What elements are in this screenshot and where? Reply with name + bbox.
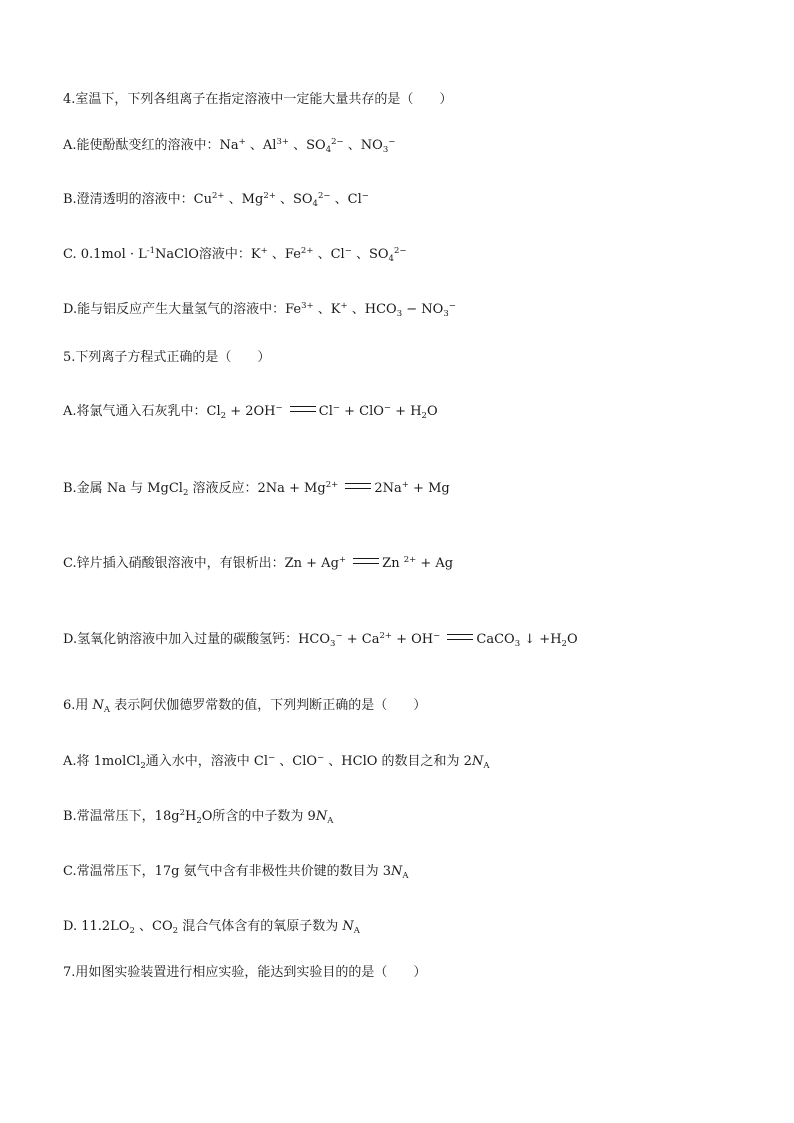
q4-stem: 4.室温下，下列各组离子在指定溶液中一定能大量共存的是（ ） bbox=[63, 92, 453, 107]
q5-option-b: B.金属 Na 与 MgCl$_2$ 溶液反应：$2Na + Mg^{2+}$ 2Na+ + Mg bbox=[63, 480, 450, 498]
q4-option-c: C. $0.1mol \cdot L^{-1}NaClO$溶液中：K+ 、$Fe^{2+}$ 、Cl− 、$SO_4^{2-}$ bbox=[63, 246, 407, 264]
q4-option-a: A.能使酚酞变红的溶液中：Na+ 、$Al^{3+}$ 、$SO_4^{2-}$ 、$NO_3^-$ bbox=[63, 137, 396, 155]
q6-option-c: C.常温常压下，17g 氨气中含有非极性共价键的数目为 $3N_A$ bbox=[63, 864, 409, 881]
equals-sign bbox=[345, 483, 371, 489]
q5-option-d: D.氢氧化钠溶液中加入过量的碳酸氢钙：$HCO_3^- + Ca^{2+} + OH^-$ CaCO$_3$ ↓ $+H_2O$ bbox=[63, 631, 578, 649]
equals-sign bbox=[353, 558, 379, 564]
q6-option-a: A.将 1molCl$_2$通入水中，溶液中 Cl− 、ClO− 、HClO 的数目之和为 $2N_A$ bbox=[63, 753, 490, 771]
q5-option-c: C.锌片插入硝酸银溶液中，有银析出：Zn + Ag+ Zn $^{2+}$ + Ag bbox=[63, 555, 454, 571]
q6-option-d: D. $11.2LO_2$ 、$CO_2$ 混合气体含有的氧原子数为 $N_A$ bbox=[63, 919, 360, 936]
equals-sign bbox=[290, 406, 316, 412]
q6-stem: 6.用 $N_A$ 表示阿伏伽德罗常数的值，下列判断正确的是（ ） bbox=[63, 698, 427, 715]
q6-option-b: B.常温常压下，$18g^2H_2O$所含的中子数为 $9N_A$ bbox=[63, 808, 334, 826]
q5-stem: 5.下列离子方程式正确的是（ ） bbox=[63, 350, 271, 365]
q4-option-d: D.能与铝反应产生大量氢气的溶液中：$Fe^{3+}$ 、K+ 、$HCO_3 - NO_3^-$ bbox=[63, 301, 456, 319]
equals-sign bbox=[447, 634, 473, 640]
q7-stem: 7.用如图实验装置进行相应实验，能达到实验目的的是（ ） bbox=[63, 965, 427, 980]
q4-option-b: B.澄清透明的溶液中：$Cu^{2+}$ 、$Mg^{2+}$ 、$SO_4^{2-}$ 、Cl− bbox=[63, 191, 369, 209]
q5-option-a: A.将氯气通入石灰乳中：$Cl_2 + 2OH^-$ $Cl^- + ClO^- + H_2O$ bbox=[63, 403, 438, 421]
